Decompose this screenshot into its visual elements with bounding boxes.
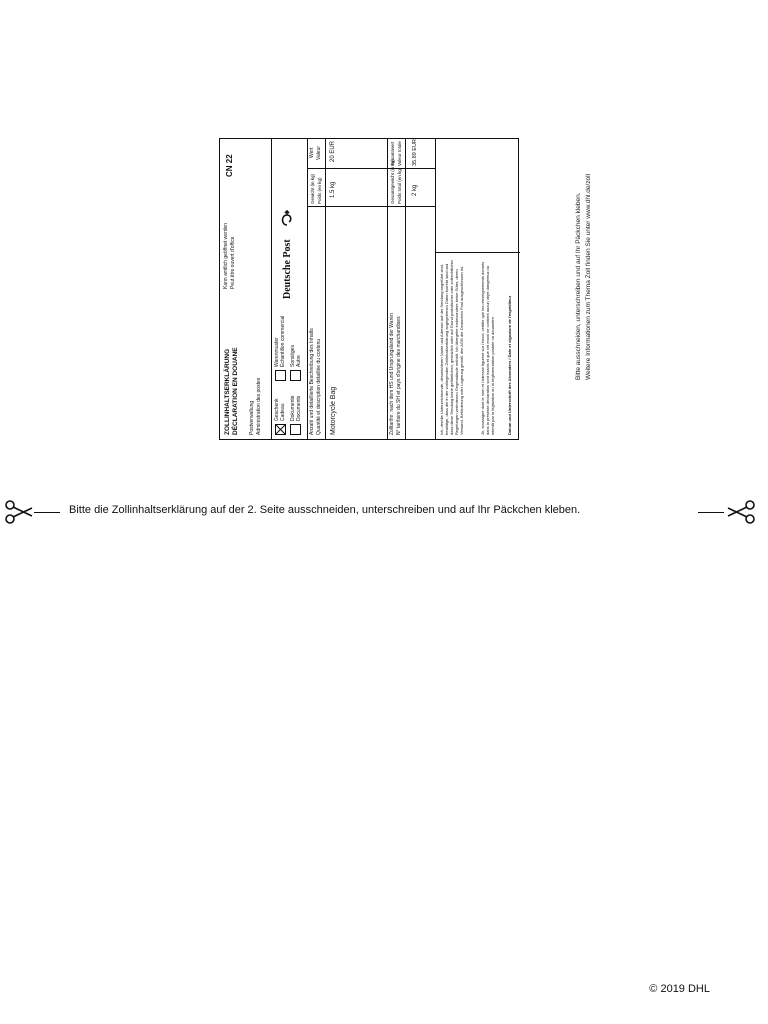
total-value: 35.89 EUR [412,139,418,166]
cut-line-left [34,512,60,513]
customs-declaration-form [219,138,603,440]
form-title-de: ZOLLINHALTSERKLÄRUNG [224,348,231,435]
type-other-fr: Autre [296,355,302,367]
totals-header-row [388,139,406,439]
item-weight: 1.5 kg [330,181,336,198]
posthorn-icon [278,209,296,227]
checkmark-cross-icon [276,425,285,434]
total-value-header-cell: Gesamtwert Valeur totale [388,137,405,169]
signature-label: Datum und Unterschrift des Absenders / Date et signature de l'expéditeur [507,295,512,435]
desc-header-fr: Quantité et description détaillée du contenu [316,338,322,435]
total-weight-cell [406,169,435,207]
item-row [326,139,388,439]
brand-logo-text: Deutsche Post [282,239,293,299]
item-weight-cell [326,169,387,207]
form-header [220,139,272,439]
scissors-icon [4,499,34,525]
total-weight: 2 kg [412,184,418,196]
value-header-cell: Wert Valeur [308,137,325,169]
postal-admin-fr: Administration des postes [256,377,262,435]
postal-admin-de: Postverwaltung [249,400,255,435]
type-documents-de: Dokumente [290,395,296,421]
other-checkbox[interactable] [290,370,301,381]
cut-line-right [698,512,724,513]
copyright: © 2019 DHL [649,983,710,995]
open-note-de: Kann amtlich geöffnet werden [223,222,229,289]
item-value: 20 EUR [330,140,336,162]
side-note-line-1: Bitte ausschneiden, unterschreiben und auf Ihr Päckchen kleben. [575,192,582,380]
declaration-block [436,139,520,439]
total-weight-header-cell: Gesamtgewicht (in kg) Poids total (en kg) [388,169,405,207]
tariff-label-de: Zolltarifnr. nach dem HS und Ursprungsland der Waren [389,313,395,435]
gift-checkbox[interactable] [275,424,286,435]
declaration-text-fr: Je, soussigné dont le nom et l'adresse figurent sur l'envoi, certifie que les renseignements donnés dans la présente déclaration sont exacts et que cet envoi ne contient aucun objet dangereux ou interdit par la législation ou la réglementation postale ou douanière. [480,261,495,435]
side-note-line-2: Weitere Informationen zum Thema Zoll finden Sie unter www.dhl.de/zoll [585,173,592,380]
open-note-fr: Peut être ouvert d'office [230,236,236,289]
cn22-form [219,138,519,440]
side-note [574,130,596,380]
form-title-fr: DÉCLARATION EN DOUANE [232,347,239,435]
signature-field[interactable] [436,137,520,253]
type-documents-fr: Documents [296,395,302,421]
sample-checkbox[interactable] [275,370,286,381]
totals-row [406,139,436,439]
type-other-de: Sonstiges [290,345,296,367]
tariff-label-fr: N° tarifaire du SH et pays d'origine des marchandises [396,316,402,435]
item-description: Motorcycle Bag [330,386,337,435]
type-sample-de: Warenmuster [274,337,280,367]
desc-header-de: Anzahl und detaillierte Beschreibung des Inhalts [309,328,315,435]
type-gift-de: Geschenk [274,398,280,421]
scissors-icon [726,499,756,525]
type-gift-fr: Cadeau [280,403,286,421]
cut-instruction: Bitte die Zollinhaltserklärung auf der 2. Seite ausschneiden, unterschreiben und auf Ihr Päckchen kleben. [69,504,581,516]
declaration-text-de: Ich, der/die Unterzeichnende, dessen/deren Name und Adresse auf der Sendung angeführt sind, bestätige, dass die in der vorliegenden Zollinhaltserklärung angegebenen Daten korrekt sind und dass diese Sendung keine gefährlichen, gesetzlich oder auf Grund postalischer oder zollrechtlicher Regelungen verbotenen Gegenstände enthält. Ich übergebe insbesondere keine Güter, deren Versand, Beförderung oder Lagerung gemäß den AGB der Deutschen Post ausgeschlossen ist. [439,260,464,435]
weight-header-cell: Gewicht (in kg) Poids (en kg) [308,169,325,207]
documents-checkbox[interactable] [290,424,301,435]
form-code: CN 22 [225,154,234,177]
item-value-cell [326,137,387,169]
type-sample-fr: Échantillon commercial [280,315,286,367]
total-value-cell [406,137,435,169]
items-header-row [308,139,326,439]
shipment-type-row [272,139,308,439]
